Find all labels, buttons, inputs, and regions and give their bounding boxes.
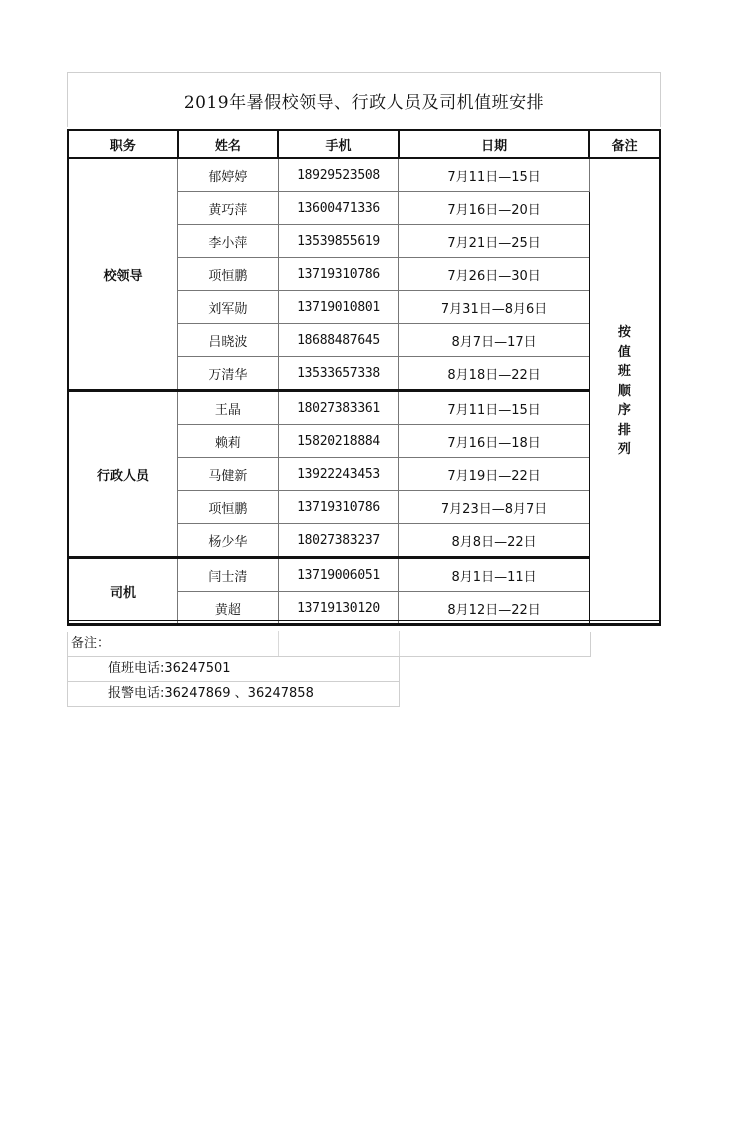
duty-body [68,158,660,625]
name-cell: 项恒鹏 [178,491,279,524]
date-cell: 8月12日—22日 [399,592,589,626]
phone-cell: 13719310786 [278,258,399,291]
grid-cell [178,631,279,656]
date-cell: 7月11日—15日 [399,391,589,425]
phone-cell: 13719130120 [278,592,399,626]
name-cell: 杨少华 [178,524,279,558]
role-cell: 校领导 [68,158,178,391]
phone-cell: 13539855619 [278,225,399,258]
role-cell: 司机 [68,558,178,626]
phone-cell: 13533657338 [278,357,399,391]
grid-cell [279,631,400,656]
phone-cell: 13719006051 [278,558,399,592]
date-cell: 7月26日—30日 [399,258,589,291]
date-cell: 7月16日—18日 [399,425,589,458]
date-cell: 7月16日—20日 [399,192,589,225]
name-cell: 万清华 [178,357,279,391]
name-cell: 刘军勋 [178,291,279,324]
role-cell: 行政人员 [68,391,178,558]
table-bottom-rule [67,620,661,624]
name-cell: 李小萍 [178,225,279,258]
table-row [68,558,660,592]
header-name: 姓名 [178,130,279,158]
name-cell: 赖莉 [178,425,279,458]
notes-alarm-row [67,682,400,707]
date-cell: 8月18日—22日 [399,357,589,391]
date-cell: 7月31日—8月6日 [399,291,589,324]
name-cell: 黄巧萍 [178,192,279,225]
header-remark: 备注 [589,130,660,158]
name-cell: 闫士清 [178,558,279,592]
notes-duty-row [67,657,400,682]
name-cell: 马健新 [178,458,279,491]
name-cell: 吕晓波 [178,324,279,357]
date-cell: 8月7日—17日 [399,324,589,357]
remark-cell [589,158,660,625]
name-cell: 项恒鹏 [178,258,279,291]
alarm-phone-text: 报警电话:36247869 、36247858 [108,686,314,701]
date-cell: 7月23日—8月7日 [399,491,589,524]
date-cell: 7月21日—25日 [399,225,589,258]
phone-cell: 18027383237 [278,524,399,558]
header-phone: 手机 [278,130,399,158]
name-cell: 王晶 [178,391,279,425]
page-title: 2019年暑假校领导、行政人员及司机值班安排 [183,92,545,113]
title-cell [67,72,661,127]
table-row [68,391,660,425]
phone-cell: 18027383361 [278,391,399,425]
phone-cell: 13922243453 [278,458,399,491]
header-role: 职务 [68,130,178,158]
name-cell: 黄超 [178,592,279,626]
phone-cell: 15820218884 [278,425,399,458]
phone-cell: 13719310786 [278,491,399,524]
date-cell: 8月8日—22日 [399,524,589,558]
header-row [68,130,660,158]
date-cell: 7月11日—15日 [399,158,589,192]
table-row [68,158,660,192]
phone-cell: 13719010801 [278,291,399,324]
notes-label: 备注： [71,636,111,651]
remark-text: 按值班顺序排列 [617,325,631,458]
duty-phone-text: 值班电话:36247501 [108,661,231,676]
phone-cell: 13600471336 [278,192,399,225]
header-date: 日期 [399,130,589,158]
phone-cell: 18929523508 [278,158,399,192]
date-cell: 7月19日—22日 [399,458,589,491]
date-cell: 8月1日—11日 [399,558,589,592]
name-cell: 郁婷婷 [178,158,279,192]
phone-cell: 18688487645 [278,324,399,357]
duty-table [67,129,661,626]
notes-label-row [67,632,591,657]
